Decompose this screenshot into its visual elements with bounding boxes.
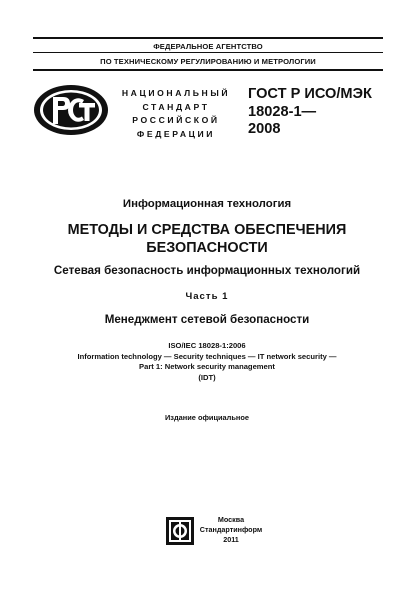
document-title-top: Информационная технология — [122, 198, 292, 210]
publisher-info — [196, 515, 266, 545]
standard-kind-line: НАЦИОНАЛЬНЫЙ — [121, 88, 231, 98]
standard-kind-line: РОССИЙСКОЙ — [132, 115, 220, 126]
publisher-year: 2011 — [223, 535, 239, 544]
header-rule-top — [33, 37, 383, 39]
agency-name-line1: ФЕДЕРАЛЬНОЕ АГЕНТСТВО — [153, 42, 263, 51]
publisher-logo-icon — [166, 517, 194, 545]
header-rule-middle — [33, 52, 383, 53]
document-subtitle: Сетевая безопасность информационных технологий — [53, 264, 361, 277]
standard-code-line: ГОСТ Р ИСО/МЭК — [248, 86, 372, 102]
standard-code — [248, 86, 388, 139]
certification-mark-icon — [32, 83, 110, 137]
header-rule-bottom — [33, 69, 383, 71]
international-reference-line: Part 1: Network security management — [139, 362, 275, 372]
standard-code-line: 18028-1— — [248, 103, 317, 120]
agency-name-line2: ПО ТЕХНИЧЕСКОМУ РЕГУЛИРОВАНИЮ И МЕТРОЛОГИИ — [100, 57, 316, 66]
standard-code-line: 2008 — [248, 121, 281, 137]
standard-kind-line: СТАНДАРТ — [142, 101, 210, 112]
international-reference-line: ISO/IEC 18028-1:2006 — [168, 341, 246, 350]
document-title-main-line: МЕТОДЫ И СРЕДСТВА ОБЕСПЕЧЕНИЯ — [67, 222, 347, 238]
international-reference-line: Information technology — Security techniques — IT network security — — [77, 351, 337, 361]
international-standard-reference — [0, 341, 414, 383]
standard-kind — [121, 87, 231, 141]
document-part-title: Менеджмент сетевой безопасности — [104, 313, 310, 326]
publisher-city: Москва — [217, 515, 245, 524]
document-title-main-line: БЕЗОПАСНОСТИ — [146, 240, 268, 256]
document-part: Часть 1 — [185, 291, 229, 302]
edition-label: Издание официальное — [164, 413, 249, 422]
standard-kind-line: ФЕДЕРАЦИИ — [136, 128, 216, 139]
publisher-name: Стандартинформ — [199, 525, 263, 534]
international-reference-line: (IDT) — [198, 372, 216, 382]
document-title-main — [0, 221, 414, 257]
